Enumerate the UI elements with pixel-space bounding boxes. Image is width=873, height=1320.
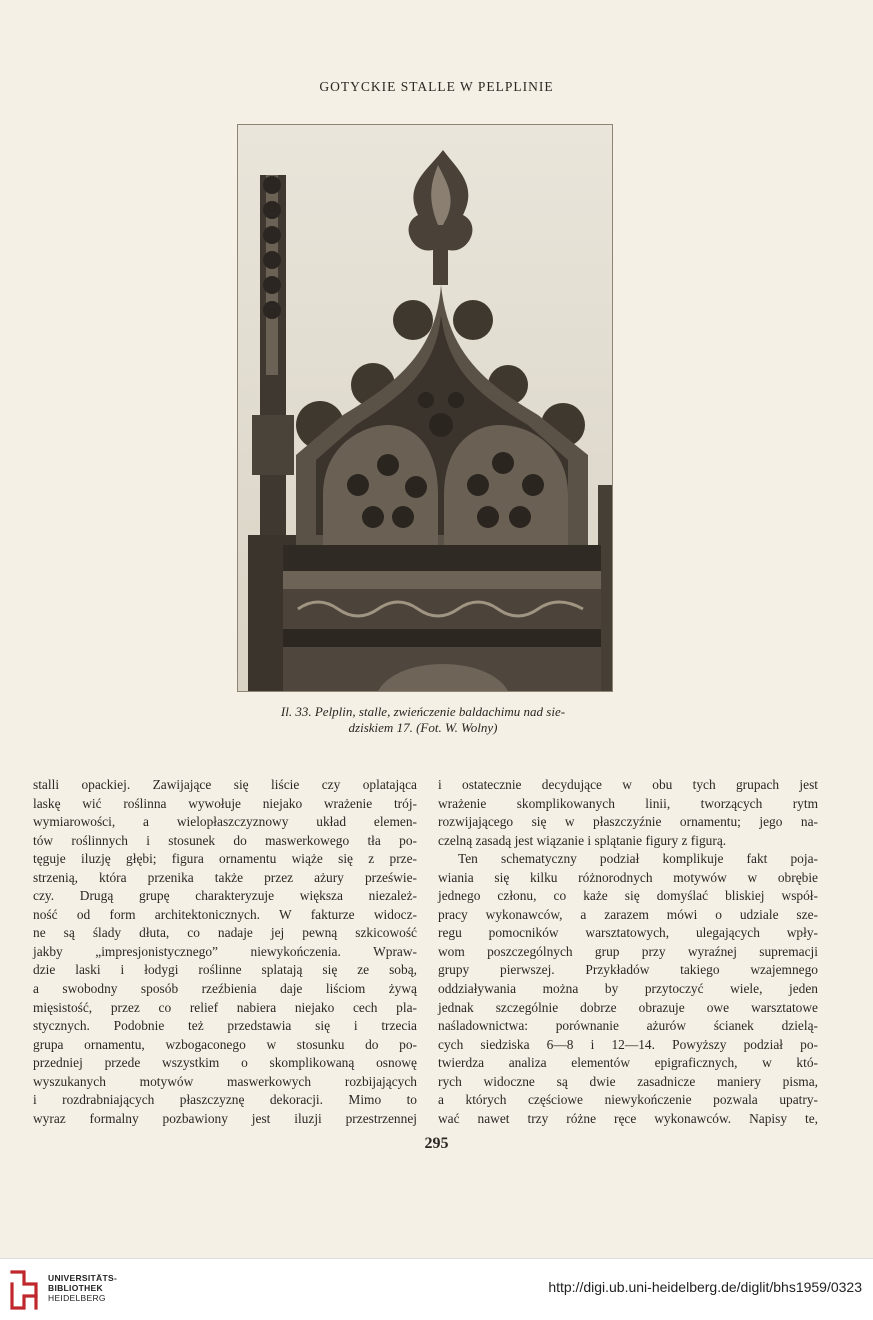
library-name-line: BIBLIOTHEK — [48, 1283, 103, 1293]
text-line: oddziaływania można by przytoczyć wiele, jeden — [438, 981, 818, 997]
text-line: naśladownictwa: porównanie ażurów ścianek dzielą- — [438, 1018, 818, 1034]
text-line: stalli opackiej. Zawijające się liście czy oplatająca — [33, 777, 417, 792]
text-line: cych siedziska 6—8 i 12—14. Powyższy podział po- — [438, 1036, 818, 1052]
text-line: wyraz formalny pozbawiony jest iluzji przestrzennej — [33, 1110, 417, 1126]
text-line: grupy pierwszej. Przykładów takiego wzajemnego — [438, 962, 818, 978]
text-line: laskę wić roślinna wywołuje niejako wrażenie trój- — [33, 795, 417, 811]
caption-line: Il. 33. Pelplin, stalle, zwieńczenie baldachimu nad sie- — [280, 704, 566, 719]
page-number: 295 — [424, 1135, 449, 1152]
library-name — [48, 1273, 117, 1303]
library-logo-icon[interactable] — [8, 1266, 44, 1312]
text-line: czelną zasadą jest wiązanie i splątanie figury z figurą. — [438, 832, 727, 848]
text-line: tów roślinnych i stosunek do maswerkowego tła po- — [33, 832, 417, 848]
figure-caption — [200, 704, 646, 736]
library-name-line: UNIVERSITÄTS- — [48, 1273, 118, 1283]
text-line: twierdza analiza elementów epigraficznych, w któ- — [438, 1055, 818, 1071]
text-line: wom poszczególnych grup przy wyraźnej supremacji — [438, 943, 818, 959]
figure-photo — [237, 124, 613, 692]
text-line: strzenią, która przenika także przez ażury prześwie- — [33, 869, 417, 885]
text-line: ność od form architektonicznych. W fakturze widocz- — [33, 906, 417, 922]
text-line: mięsistość, przez co relief nabiera niejako cech pla- — [33, 999, 417, 1015]
text-line: dzie laski i łodygi roślinne splatają się ze sobą, — [33, 962, 417, 978]
text-line: rozwijającego się w płaszczyźnie ornamentu; jego na- — [438, 814, 818, 830]
text-line: wać nawet trzy różne ręce wykonawców. Napisy te, — [438, 1110, 818, 1126]
permalink-url[interactable]: http://digi.ub.uni-heidelberg.de/diglit/bhs1959/0323 — [548, 1279, 862, 1295]
text-line: jednak szczególnie dobrze obrazuje owe warsztatowe — [438, 999, 818, 1015]
text-line: czy. Drugą grupę charakteryzuje większa niezależ- — [33, 888, 417, 904]
viewer-footer — [0, 1258, 873, 1320]
text-line: i ostatecznie decydujące w obu tych grupach jest — [438, 777, 818, 792]
text-line: Ten schematyczny podział komplikuje fakt poja- — [458, 851, 818, 867]
text-line: regu pomocników warsztatowych, ulegających wpły- — [438, 925, 818, 941]
text-line: wyszukanych motywów maswerkowych rozbijających — [33, 1073, 417, 1089]
text-line: jednego członu, co każe się domyślać bliskiej współ- — [438, 888, 818, 904]
caption-line: dziskiem 17. (Fot. W. Wolny) — [348, 720, 498, 735]
text-line: i rozdrabniających płaszczyznę dekoracji. Mimo to — [33, 1092, 417, 1108]
right-column — [438, 776, 818, 1128]
text-line: pracy wykonawców, a zarazem mówi o udziale sze- — [438, 906, 818, 922]
library-name-line: HEIDELBERG — [48, 1293, 106, 1303]
text-line: tęguje iluzję głębi; figura ornamentu wiąże się z prze- — [33, 851, 417, 867]
text-line: a swobodny sposób rzeźbienia daje liściom żywą — [33, 981, 417, 997]
text-line: wiania się kilku różnorodnych motywów w obrębie — [438, 869, 818, 885]
text-line: przedniej przede wszystkim o skomplikowaną osnowę — [33, 1055, 417, 1071]
text-line: wrażenie skomplikowanych linii, tworzących rytm — [438, 795, 818, 811]
text-line: jakby „impresjonistycznego” niewykończenia. Wpraw- — [33, 943, 417, 959]
text-line: ne są ślady dłuta, co nadaje jej pewną szkicowość — [33, 925, 417, 941]
text-line: rych widoczne są dwie zasadnicze maniery pisma, — [438, 1073, 818, 1089]
text-line: wymiarowości, a wielopłaszczyznowy układ elemen- — [33, 814, 417, 830]
running-title: GOTYCKIE STALLE W PELPLINIE — [319, 79, 554, 94]
text-line: stycznych. Podobnie też przedstawia się i trzecia — [33, 1018, 417, 1034]
text-line: a których częściowe niewykończenie pozwala upatry- — [438, 1092, 818, 1108]
left-column — [33, 776, 417, 1128]
text-line: grupa ornamentu, wzbogaconego w stosunku do po- — [33, 1036, 417, 1052]
